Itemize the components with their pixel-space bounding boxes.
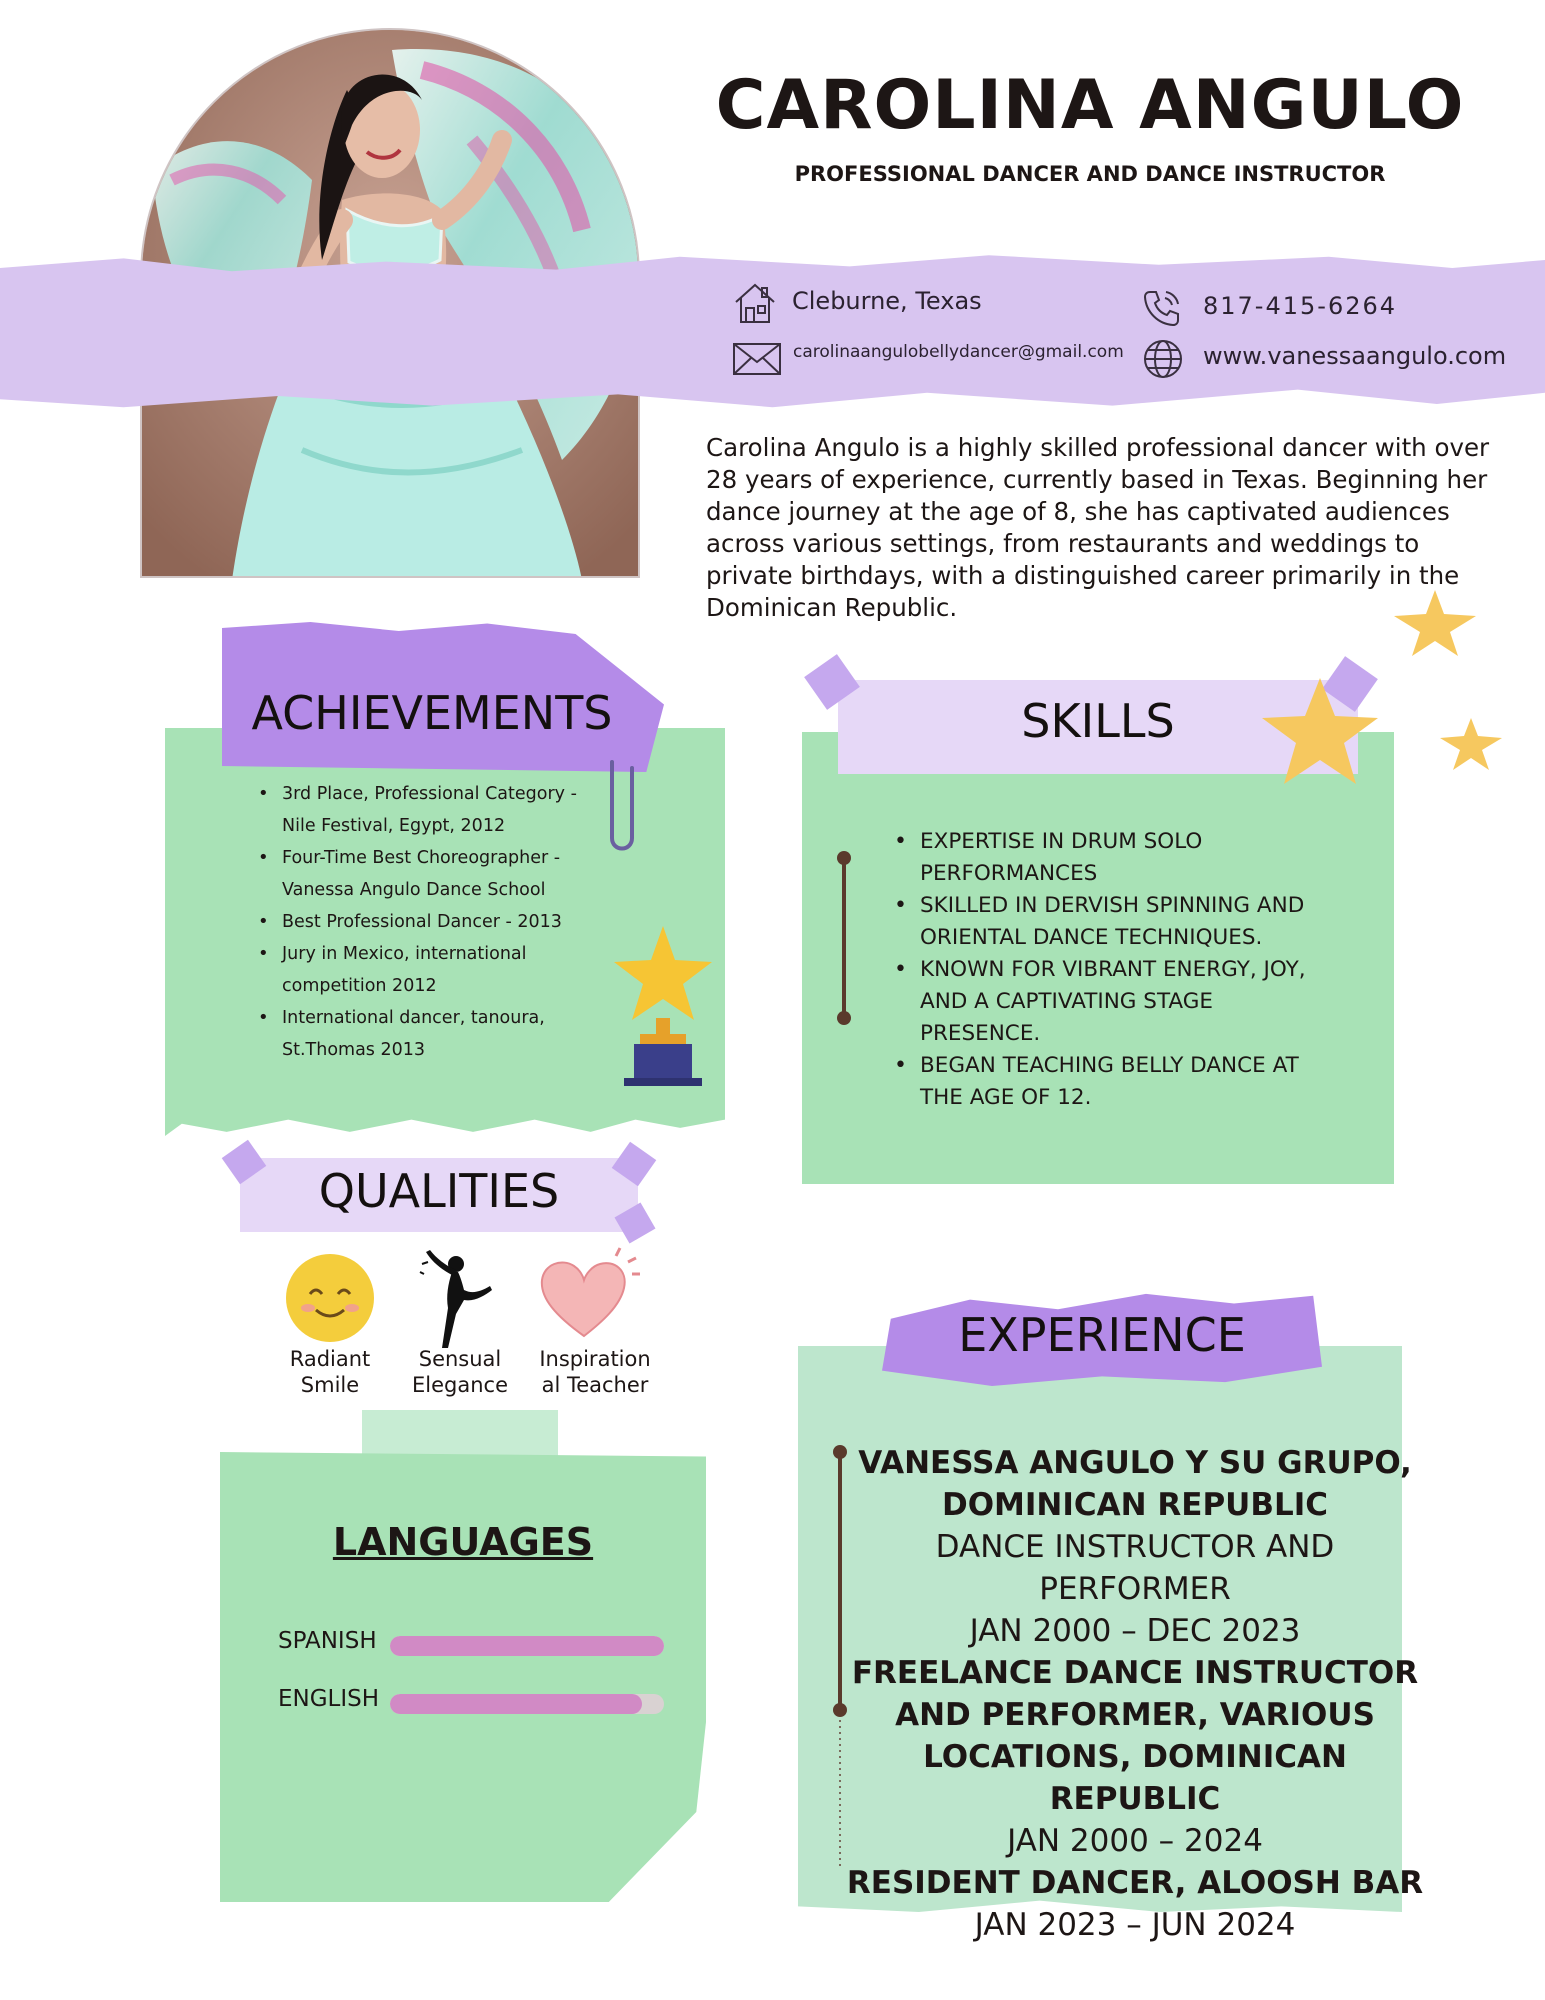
trophy-icon xyxy=(608,922,718,1090)
phone-icon xyxy=(1142,288,1188,334)
quality-label-inspirational-teacher: Inspiration al Teacher xyxy=(539,1347,651,1397)
skills-heading: SKILLS xyxy=(1021,694,1175,748)
envelope-icon xyxy=(732,340,778,386)
phone-text: 817-415-6264 xyxy=(1203,292,1398,320)
language-level-fill xyxy=(390,1636,664,1656)
experience-employer: RESIDENT DANCER, ALOOSH BAR xyxy=(846,1865,1424,1901)
experience-employer: VANESSA ANGULO Y SU GRUPO, DOMINICAN REPUBLIC xyxy=(858,1445,1412,1523)
quality-label-radiant-smile: Radiant Smile xyxy=(289,1347,371,1397)
language-level-bar xyxy=(390,1694,664,1714)
timeline-bar xyxy=(834,850,854,1028)
languages-tape xyxy=(362,1410,558,1458)
smiley-face-icon xyxy=(284,1252,376,1344)
experience-dates: JAN 2000 – DEC 2023 xyxy=(969,1613,1301,1649)
experience-dates: JAN 2000 – 2024 xyxy=(1007,1823,1263,1859)
list-item: • BEGAN TEACHING BELLY DANCE AT THE AGE OF 12. xyxy=(890,1050,1330,1114)
language-name: ENGLISH xyxy=(278,1686,380,1712)
location-text: Cleburne, Texas xyxy=(792,287,982,315)
list-item: • SKILLED IN DERVISH SPINNING AND ORIENTAL DANCE TECHNIQUES. xyxy=(890,890,1330,954)
list-item: • KNOWN FOR VIBRANT ENERGY, JOY, AND A CAPTIVATING STAGE PRESENCE. xyxy=(890,954,1330,1050)
achievements-heading: ACHIEVEMENTS xyxy=(251,686,613,740)
language-level-bar xyxy=(390,1636,664,1656)
experience-employer: FREELANCE DANCE INSTRUCTOR AND PERFORMER, VARIOUS LOCATIONS, DOMINICAN REPUBLIC xyxy=(851,1655,1419,1817)
experience-list xyxy=(840,1442,1430,1946)
home-icon xyxy=(732,280,778,326)
website-link[interactable]: www.vanessaangulo.com xyxy=(1203,342,1507,370)
languages-heading: LANGUAGES xyxy=(332,1520,594,1564)
professional-title: PROFESSIONAL DANCER AND DANCE INSTRUCTOR xyxy=(794,162,1386,186)
list-item: • Best Professional Dancer - 2013 xyxy=(252,906,612,938)
star-icon xyxy=(1438,716,1504,772)
globe-icon xyxy=(1142,338,1188,384)
dancer-silhouette-icon xyxy=(418,1244,498,1352)
skills-list xyxy=(890,826,1330,1114)
achievements-list xyxy=(252,778,612,1066)
star-icon xyxy=(1258,676,1382,788)
email-link[interactable]: carolinaangulobellydancer@gmail.com xyxy=(793,342,1124,362)
list-item: • Jury in Mexico, international competition 2012 xyxy=(252,938,612,1002)
star-icon xyxy=(1390,588,1480,658)
experience-heading: EXPERIENCE xyxy=(958,1308,1246,1362)
heart-icon xyxy=(536,1246,646,1342)
experience-role: DANCE INSTRUCTOR AND PERFORMER xyxy=(935,1529,1335,1607)
list-item: • 3rd Place, Professional Category - Nile Festival, Egypt, 2012 xyxy=(252,778,612,842)
quality-label-sensual-elegance: Sensual Elegance xyxy=(412,1347,508,1397)
candidate-name: CAROLINA ANGULO xyxy=(715,66,1465,145)
experience-dates: JAN 2023 – JUN 2024 xyxy=(974,1907,1296,1943)
list-item: • EXPERTISE IN DRUM SOLO PERFORMANCES xyxy=(890,826,1330,890)
language-level-fill xyxy=(390,1694,642,1714)
qualities-heading: QUALITIES xyxy=(318,1164,560,1218)
language-name: SPANISH xyxy=(278,1628,377,1654)
list-item: • International dancer, tanoura, St.Thomas 2013 xyxy=(252,1002,612,1066)
list-item: • Four-Time Best Choreographer - Vanessa Angulo Dance School xyxy=(252,842,612,906)
bio-paragraph: Carolina Angulo is a highly skilled professional dancer with over 28 years of experience, currently based in Texas. Beginning her dance journey at the age of 8, she has captivated audiences across various settings, from restaurants and weddings to private birthdays, with a distinguished career primarily in the Dominican Republic. xyxy=(706,433,1490,622)
contact-banner xyxy=(0,252,1545,412)
